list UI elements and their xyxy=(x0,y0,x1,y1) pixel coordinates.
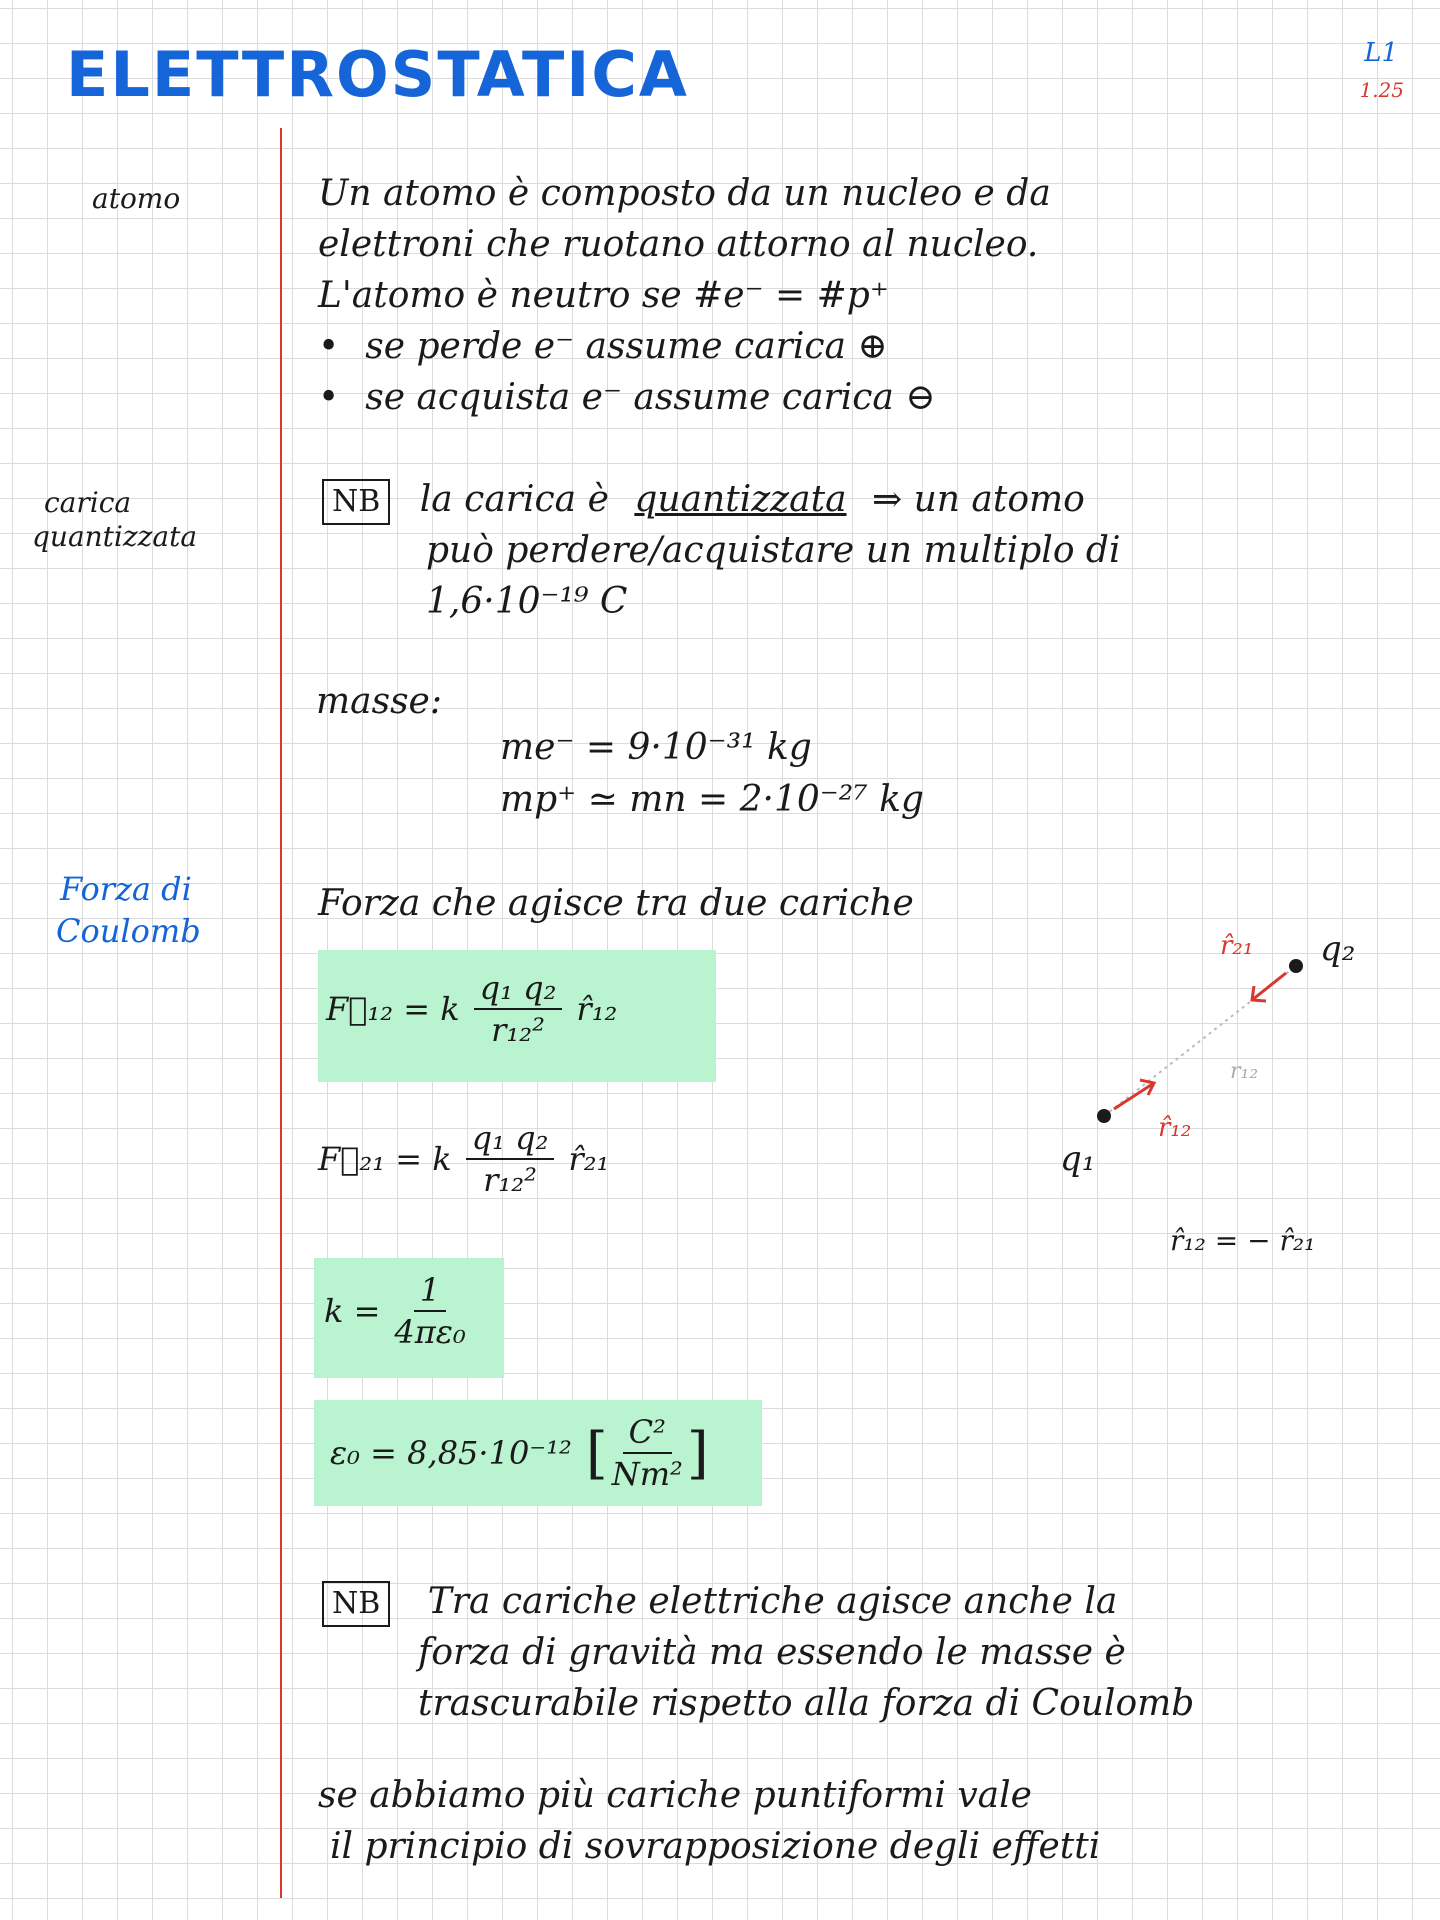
f21-numerator: q₁ q₂ xyxy=(466,1118,555,1160)
nb2-line-3: trascurabile rispetto alla forza di Coulomb xyxy=(418,1683,1195,1724)
sidebar-carica-line2: quantizzata xyxy=(32,520,198,553)
mass-proton-neutron: mp⁺ ≃ mn = 2·10⁻²⁷ kg xyxy=(500,779,924,820)
atom-line-2: elettroni che ruotano attorno al nucleo. xyxy=(318,224,1039,265)
r12-hat-label: r̂₁₂ xyxy=(1158,1113,1192,1143)
nb2-line-2: forza di gravità ma essendo le masse è xyxy=(418,1632,1126,1673)
nb2-label-box: NB xyxy=(322,1581,390,1627)
k-denominator: 4πε₀ xyxy=(394,1313,466,1351)
r21-hat-arrow xyxy=(1252,973,1286,1000)
epsilon-units-numerator: C² xyxy=(623,1412,672,1454)
formula-f12 xyxy=(326,968,617,1050)
bullet-lose-electron: • se perde e⁻ assume carica ⊕ xyxy=(318,321,1398,372)
k-lhs: k = xyxy=(324,1292,381,1330)
k-fraction xyxy=(394,1270,465,1352)
q1-label: q₁ xyxy=(1060,1139,1096,1179)
masses-heading: masse: xyxy=(316,681,442,722)
nb2-line-1 xyxy=(322,1576,1402,1627)
r12-hat-arrow xyxy=(1114,1083,1154,1109)
charges-diagram xyxy=(1040,900,1420,1280)
f12-unit-vector: r̂₁₂ xyxy=(576,990,618,1028)
f21-denominator: r₁₂² xyxy=(483,1161,537,1199)
bullet-gain-electron: • se acquista e⁻ assume carica ⊖ xyxy=(318,372,1398,423)
sidebar-carica-line1: carica xyxy=(44,486,132,519)
sidebar-label-atomo: atomo xyxy=(92,182,181,215)
nb-quantized-section xyxy=(322,474,1402,627)
f21-lhs: F⃗₂₁ = k xyxy=(318,1140,452,1178)
f21-unit-vector: r̂₂₁ xyxy=(568,1140,610,1178)
nb1-pre: la carica è xyxy=(419,479,609,520)
f12-lhs: F⃗₁₂ = k xyxy=(326,990,460,1028)
mass-electron: me⁻ = 9·10⁻³¹ kg xyxy=(500,727,812,768)
r21-hat-label: r̂₂₁ xyxy=(1220,931,1254,961)
superposition-section xyxy=(318,1770,1408,1872)
atom-line-3: L'atomo è neutro se #e⁻ = #p⁺ xyxy=(318,275,889,316)
nb1-line-1 xyxy=(322,474,1402,525)
q2-label: q₂ xyxy=(1320,929,1356,969)
charge-bullets xyxy=(318,321,1398,423)
sidebar-label-coulomb xyxy=(56,868,201,952)
f21-fraction xyxy=(466,1118,555,1200)
r12-label: r₁₂ xyxy=(1230,1059,1259,1084)
sidebar-coulomb-line2: Coulomb xyxy=(56,912,201,950)
formula-k xyxy=(324,1270,480,1352)
nb-gravity-section xyxy=(322,1576,1402,1729)
epsilon-units-denominator: Nm² xyxy=(611,1455,683,1493)
coulomb-intro: Forza che agisce tra due cariche xyxy=(318,883,914,924)
atom-line-1: Un atomo è composto da un nucleo e da xyxy=(318,173,1051,214)
atom-section xyxy=(318,168,1398,423)
sidebar-label-carica xyxy=(32,486,197,554)
page-number: 1.25 xyxy=(1359,78,1404,102)
f12-fraction xyxy=(474,968,563,1050)
nb1-line-3: 1,6·10⁻¹⁹ C xyxy=(426,581,628,622)
nb1-post: ⇒ un atomo xyxy=(871,479,1085,520)
k-numerator: 1 xyxy=(414,1270,446,1312)
nb1-line-2: può perdere/acquistare un multiplo di xyxy=(426,530,1121,571)
f12-numerator: q₁ q₂ xyxy=(474,968,563,1010)
sidebar-coulomb-line1: Forza di xyxy=(60,870,192,908)
f12-denominator: r₁₂² xyxy=(491,1011,545,1049)
nb2-text-1: Tra cariche elettriche agisce anche la xyxy=(427,1581,1118,1622)
lecture-number: L1 xyxy=(1364,38,1398,68)
nb1-keyword: quantizzata xyxy=(634,479,847,520)
superposition-line-2: il principio di sovrapposizione degli effetti xyxy=(330,1826,1101,1867)
page-title: ELETTROSTATICA xyxy=(66,38,689,111)
formula-f21 xyxy=(318,1118,609,1200)
nb-label-box: NB xyxy=(322,479,390,525)
charge-q1-dot xyxy=(1097,1109,1111,1123)
charge-q2-dot xyxy=(1289,959,1303,973)
epsilon-units xyxy=(612,1412,683,1494)
margin-line xyxy=(280,128,282,1898)
formula-epsilon: ε₀ = 8,85·10⁻¹² [ $\frac{\text{C²}}{\text{Nm²}}$ ] xyxy=(330,1413,709,1493)
epsilon-lhs: ε₀ = 8,85·10⁻¹² xyxy=(330,1434,572,1472)
superposition-line-1: se abbiamo più cariche puntiformi vale xyxy=(318,1775,1032,1816)
unit-vector-relation: r̂₁₂ = − r̂₂₁ xyxy=(1170,1224,1316,1257)
